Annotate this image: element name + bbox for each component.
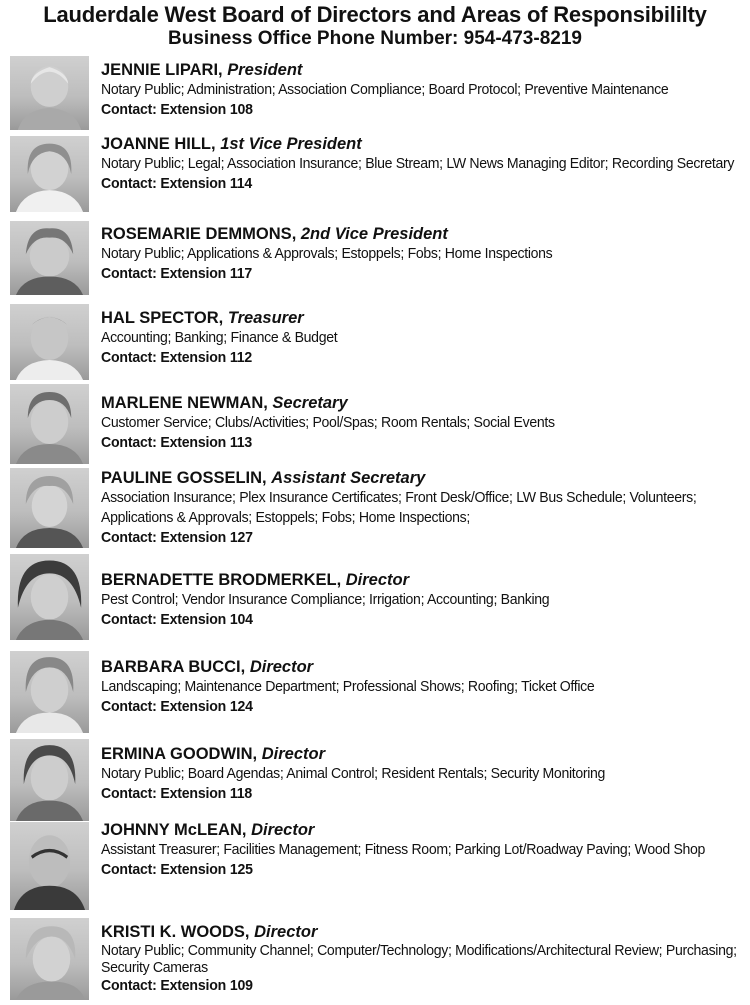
member-duties: Notary Public; Administration; Association Compliance; Board Protocol; Preventive Maintenance xyxy=(101,81,669,98)
member-role: 1st Vice President xyxy=(220,135,362,153)
member-duties: Assistant Treasurer; Facilities Management; Fitness Room; Parking Lot/Roadway Paving; Wood Shop xyxy=(101,841,706,858)
member-duties: Notary Public; Board Agendas; Animal Control; Resident Rentals; Security Monitoring xyxy=(101,765,606,782)
member-photo xyxy=(10,468,89,548)
member-duties: Notary Public; Legal; Association Insurance; Blue Stream; LW News Managing Editor; Recording Secretary xyxy=(101,155,735,172)
member-name-line: ERMINA GOODWIN, Director xyxy=(101,745,325,763)
member-name: KRISTI K. WOODS xyxy=(101,923,245,941)
member-name-line: JENNIE LIPARI, President xyxy=(101,61,303,79)
member-contact: Contact: Extension 124 xyxy=(101,698,253,715)
member-photo xyxy=(10,554,89,640)
member-photo xyxy=(10,651,89,733)
member-name-line: PAULINE GOSSELIN, Assistant Secretary xyxy=(101,469,426,487)
member-name-line: ROSEMARIE DEMMONS, 2nd Vice President xyxy=(101,225,448,243)
member-name: JENNIE LIPARI xyxy=(101,61,219,79)
member-contact: Contact: Extension 117 xyxy=(101,265,253,282)
member-duties: Notary Public; Community Channel; Computer/Technology; Modifications/Architectural Review; Purchasing; Security Cameras xyxy=(101,942,737,976)
member-photo xyxy=(10,221,89,295)
member-name: HAL SPECTOR xyxy=(101,309,219,327)
member-name: JOHNNY McLEAN xyxy=(101,821,242,839)
member-photo xyxy=(10,304,89,380)
member-duties: Customer Service; Clubs/Activities; Pool/Spas; Room Rentals; Social Events xyxy=(101,414,555,431)
page-title: Lauderdale West Board of Directors and Areas of Responsibililty xyxy=(43,2,707,27)
member-contact: Contact: Extension 118 xyxy=(101,785,253,802)
member-duties: Notary Public; Applications & Approvals; Estoppels; Fobs; Home Inspections xyxy=(101,245,553,262)
member-contact: Contact: Extension 113 xyxy=(101,434,253,451)
member-photo xyxy=(10,384,89,464)
page-header xyxy=(0,0,750,50)
member-photo xyxy=(10,56,89,130)
member-role: Director xyxy=(251,821,315,839)
member-name: PAULINE GOSSELIN xyxy=(101,469,263,487)
member-duties: Pest Control; Vendor Insurance Compliance; Irrigation; Accounting; Banking xyxy=(101,591,550,608)
member-role: Director xyxy=(254,923,318,941)
member-duties: Association Insurance; Plex Insurance Certificates; Front Desk/Office; LW Bus Schedule; Volunteers; Applications & Approvals; Estoppels; Fobs; Home Inspections; xyxy=(101,489,697,526)
member-role: 2nd Vice President xyxy=(300,225,448,243)
member-contact: Contact: Extension 127 xyxy=(101,529,253,546)
member-name-line: HAL SPECTOR, Treasurer xyxy=(101,309,304,327)
member-name-line: BARBARA BUCCI, Director xyxy=(101,658,314,676)
office-phone: Business Office Phone Number: 954-473-8219 xyxy=(168,28,582,49)
member-duties: Landscaping; Maintenance Department; Professional Shows; Roofing; Ticket Office xyxy=(101,678,595,695)
member-name: MARLENE NEWMAN xyxy=(101,394,264,412)
member-name: ERMINA GOODWIN xyxy=(101,745,253,763)
member-name-line: JOANNE HILL, 1st Vice President xyxy=(101,135,362,153)
member-role: Treasurer xyxy=(227,309,304,327)
member-photo xyxy=(10,918,89,1000)
member-role: President xyxy=(227,61,303,79)
member-name-line: BERNADETTE BRODMERKEL, Director xyxy=(101,571,410,589)
member-contact: Contact: Extension 114 xyxy=(101,175,253,192)
member-name: BERNADETTE BRODMERKEL xyxy=(101,571,337,589)
member-name-line: KRISTI K. WOODS, Director xyxy=(101,923,318,941)
member-contact: Contact: Extension 108 xyxy=(101,101,253,118)
member-contact: Contact: Extension 112 xyxy=(101,349,253,366)
member-name-line: JOHNNY McLEAN, Director xyxy=(101,821,315,839)
member-role: Director xyxy=(261,745,325,763)
member-name-line: MARLENE NEWMAN, Secretary xyxy=(101,394,348,412)
member-duties: Accounting; Banking; Finance & Budget xyxy=(101,329,338,346)
member-role: Director xyxy=(249,658,314,676)
member-contact: Contact: Extension 125 xyxy=(101,861,253,878)
member-name: BARBARA BUCCI xyxy=(101,658,241,676)
member-photo xyxy=(10,822,89,910)
member-contact: Contact: Extension 109 xyxy=(101,977,253,994)
member-contact: Contact: Extension 104 xyxy=(101,611,253,628)
member-name: JOANNE HILL xyxy=(101,135,212,153)
member-role: Director xyxy=(345,571,410,589)
member-photo xyxy=(10,739,89,821)
member-name: ROSEMARIE DEMMONS xyxy=(101,225,292,243)
member-role: Secretary xyxy=(272,394,348,412)
member-photo xyxy=(10,136,89,212)
member-role: Assistant Secretary xyxy=(271,469,426,487)
